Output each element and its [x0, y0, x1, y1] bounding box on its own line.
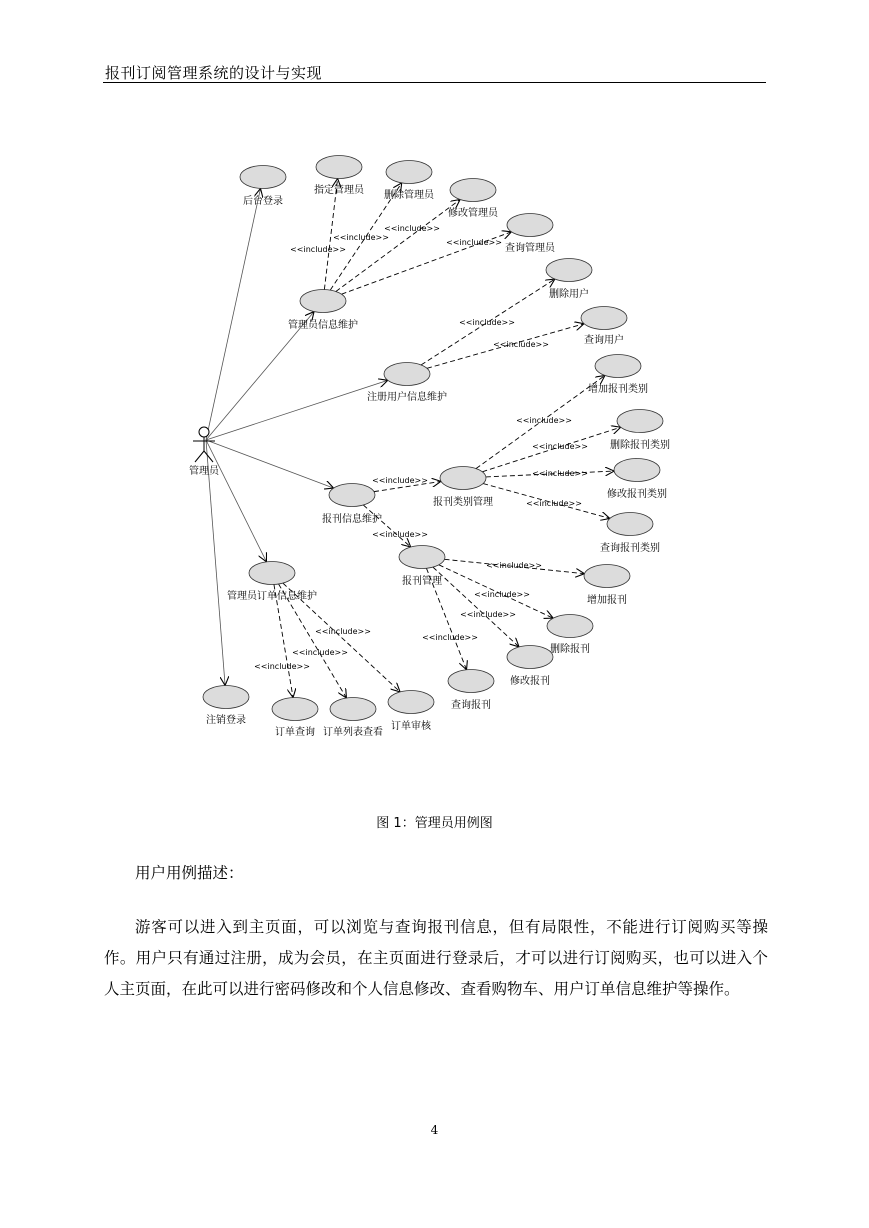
use-case-order-query: [272, 698, 318, 721]
use-case-label-delete-user: 删除用户: [549, 289, 589, 300]
include-label: <<include>>: [532, 442, 588, 451]
include-label: <<include>>: [290, 245, 346, 254]
use-case-label-registered-user-maintain: 注册用户信息维护: [367, 392, 447, 403]
include-label: <<include>>: [516, 416, 572, 425]
actor-admin-label: 管理员: [189, 466, 219, 477]
use-case-order-list-view: [330, 698, 376, 721]
use-case-label-modify-admin: 修改管理员: [448, 208, 498, 219]
include-edge-modify-admin: [336, 200, 460, 292]
use-case-add-newspaper: [584, 565, 630, 588]
use-case-label-modify-newspaper: 修改报刊: [510, 676, 550, 687]
use-case-label-order-review: 订单审核: [391, 721, 431, 732]
include-label: <<include>>: [372, 530, 428, 539]
include-label: <<include>>: [315, 627, 371, 636]
include-label: <<include>>: [486, 561, 542, 570]
use-case-admin-order-maintain: [249, 562, 295, 585]
include-edge-newspaper-manage: [363, 505, 410, 547]
use-case-query-admin: [507, 214, 553, 237]
use-case-label-add-newspaper: 增加报刊: [587, 595, 627, 606]
include-label: <<include>>: [493, 340, 549, 349]
use-case-category-manage: [440, 467, 486, 490]
use-case-backend-login: [240, 166, 286, 189]
running-header-title: 报刊订阅管理系统的设计与实现: [105, 64, 323, 82]
use-case-label-admin-info-maintain: 管理员信息维护: [288, 320, 358, 331]
include-label: <<include>>: [532, 469, 588, 478]
use-case-delete-newspaper: [547, 615, 593, 638]
use-case-newspaper-manage: [399, 546, 445, 569]
include-label: <<include>>: [460, 610, 516, 619]
use-case-modify-category: [614, 459, 660, 482]
section-heading: 用户用例描述：: [135, 864, 244, 882]
include-label: <<include>>: [446, 238, 502, 247]
include-label: <<include>>: [384, 224, 440, 233]
use-case-query-user: [581, 307, 627, 330]
use-case-delete-category: [617, 410, 663, 433]
figure-caption: 图 1：管理员用例图: [376, 816, 493, 831]
use-case-query-newspaper: [448, 670, 494, 693]
use-case-label-assign-admin: 指定管理员: [314, 185, 364, 196]
association-backend-login: [206, 188, 261, 440]
use-case-label-query-newspaper: 查询报刊: [451, 700, 491, 711]
include-label: <<include>>: [292, 648, 348, 657]
use-case-label-query-admin: 查询管理员: [505, 243, 555, 254]
include-label: <<include>>: [459, 318, 515, 327]
use-case-query-category: [607, 513, 653, 536]
use-case-add-category: [595, 355, 641, 378]
association-admin-order-maintain: [206, 440, 266, 562]
use-case-delete-admin: [386, 161, 432, 184]
use-case-delete-user: [546, 259, 592, 282]
page-number: 4: [430, 1123, 439, 1137]
include-label: <<include>>: [422, 633, 478, 642]
actor-admin: [189, 427, 220, 477]
use-case-label-category-manage: 报刊类别管理: [433, 497, 493, 508]
use-case-label-query-category: 查询报刊类别: [600, 543, 660, 554]
use-case-label-logout: 注销登录: [206, 715, 246, 726]
use-case-order-review: [388, 691, 434, 714]
include-label: <<include>>: [372, 476, 428, 485]
use-case-label-query-user: 查询用户: [584, 335, 624, 346]
include-label: <<include>>: [474, 590, 530, 599]
use-case-label-add-category: 增加报刊类别: [588, 384, 648, 395]
include-label: <<include>>: [333, 233, 389, 242]
use-case-label-delete-category: 删除报刊类别: [610, 440, 670, 451]
use-case-label-delete-newspaper: 删除报刊: [550, 644, 590, 655]
use-case-label-admin-order-maintain: 管理员订单信息维护: [227, 591, 317, 602]
association-registered-user-maintain: [206, 380, 388, 440]
use-case-modify-newspaper: [507, 646, 553, 669]
use-case-label-modify-category: 修改报刊类别: [607, 489, 667, 500]
use-case-logout: [203, 686, 249, 709]
include-label: <<include>>: [254, 662, 310, 671]
use-case-assign-admin: [316, 156, 362, 179]
use-case-label-newspaper-info-maintain: 报刊信息维护: [322, 514, 382, 525]
use-case-newspaper-info-maintain: [329, 484, 375, 507]
include-label: <<include>>: [526, 499, 582, 508]
use-case-label-order-list-view: 订单列表查看: [323, 727, 383, 738]
use-case-label-order-query: 订单查询: [275, 727, 315, 738]
body-paragraph: 游客可以进入到主页面，可以浏览与查询报刊信息，但有局限性，不能进行订阅购买等操作。用户只有通过注册，成为会员，在主页面进行登录后，才可以进行订阅购买，也可以进入个人主页面，在此可以进行密码修改和个人信息修改、查看购物车、用户订单信息维护等操作。: [104, 918, 768, 998]
use-case-label-delete-admin: 删除管理员: [384, 190, 434, 201]
use-case-modify-admin: [450, 179, 496, 202]
use-case-registered-user-maintain: [384, 363, 430, 386]
association-newspaper-info-maintain: [206, 440, 334, 488]
use-case-label-newspaper-manage: 报刊管理: [402, 576, 442, 587]
use-case-label-backend-login: 后台登录: [243, 196, 283, 207]
use-case-admin-info-maintain: [300, 290, 346, 313]
